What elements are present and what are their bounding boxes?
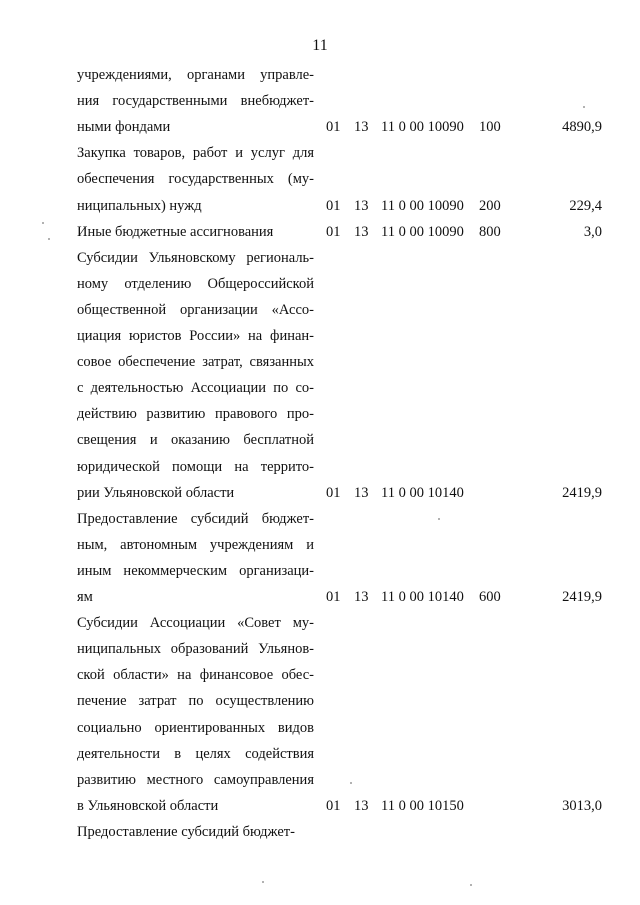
razdel-code: 01 bbox=[326, 223, 341, 240]
description-line: ния государственными внебюджет- bbox=[77, 93, 314, 110]
description-line: социально ориентированных видов bbox=[77, 719, 314, 736]
page-number: 11 bbox=[312, 37, 328, 54]
scan-speck bbox=[470, 884, 472, 886]
description-line: Субсидии Ульяновскому региональ- bbox=[77, 249, 314, 266]
description-line: развитию местного самоуправления bbox=[77, 771, 314, 788]
description-line: учреждениями, органами управле- bbox=[77, 67, 314, 83]
amount-value: 3013,0 bbox=[562, 797, 602, 814]
description-line: рии Ульяновской области bbox=[77, 484, 235, 501]
description-line: Предоставление субсидий бюджет- bbox=[77, 823, 295, 840]
amount-value: 3,0 bbox=[583, 223, 602, 240]
podrazdel-code: 13 bbox=[354, 589, 369, 605]
razdel-code: 01 bbox=[326, 119, 341, 136]
amount-value: 2419,9 bbox=[562, 484, 602, 501]
description-line: свещения и оказанию бесплатной bbox=[77, 432, 314, 449]
amount-value: 2419,9 bbox=[562, 589, 602, 605]
description-line: совое обеспечение затрат, связанных bbox=[77, 354, 314, 371]
scan-speck bbox=[438, 518, 440, 520]
razdel-code: 01 bbox=[326, 589, 341, 605]
razdel-code: 01 bbox=[326, 797, 341, 814]
description-line: печение затрат по осуществлению bbox=[77, 693, 314, 710]
scan-speck bbox=[48, 238, 50, 240]
target-article-code: 11 0 00 10090 bbox=[381, 223, 464, 240]
description-line: ному отделению Общероссийской bbox=[77, 275, 314, 292]
description-line: Закупка товаров, работ и услуг для bbox=[77, 145, 314, 162]
expense-type-code: 200 bbox=[479, 197, 501, 214]
expense-type-code: 100 bbox=[479, 119, 501, 136]
description-line: действию развитию правового про- bbox=[77, 406, 314, 423]
description-line: общественной организации «Ассо- bbox=[77, 301, 314, 318]
scan-speck bbox=[262, 881, 264, 883]
expense-type-code: 800 bbox=[479, 223, 501, 240]
target-article-code: 11 0 00 10150 bbox=[381, 797, 464, 814]
scan-speck bbox=[42, 222, 44, 224]
amount-value: 229,4 bbox=[569, 197, 602, 214]
target-article-code: 11 0 00 10140 bbox=[381, 484, 464, 501]
razdel-code: 01 bbox=[326, 197, 341, 214]
description-line: ным, автономным учреждениям и bbox=[77, 536, 314, 553]
amount-value: 4890,9 bbox=[562, 119, 602, 136]
description-line: обеспечения государственных (му- bbox=[77, 171, 314, 188]
expense-type-code: 600 bbox=[479, 589, 501, 605]
scan-speck bbox=[583, 106, 585, 108]
description-line: Иные бюджетные ассигнования bbox=[77, 223, 274, 240]
description-line: ям bbox=[77, 589, 93, 605]
description-line: Предоставление субсидий бюджет- bbox=[77, 510, 314, 527]
target-article-code: 11 0 00 10090 bbox=[381, 197, 464, 214]
description-line: ниципальных образований Ульянов- bbox=[77, 641, 314, 658]
podrazdel-code: 13 bbox=[354, 484, 369, 501]
description-line: деятельности в целях содействия bbox=[77, 745, 314, 762]
target-article-code: 11 0 00 10140 bbox=[381, 589, 464, 605]
podrazdel-code: 13 bbox=[354, 797, 369, 814]
description-line: Субсидии Ассоциации «Совет му- bbox=[77, 615, 314, 632]
razdel-code: 01 bbox=[326, 484, 341, 501]
description-line: юридической помощи на террито- bbox=[77, 458, 314, 475]
podrazdel-code: 13 bbox=[354, 119, 369, 136]
target-article-code: 11 0 00 10090 bbox=[381, 119, 464, 136]
podrazdel-code: 13 bbox=[354, 197, 369, 214]
description-line: циация юристов России» на финан- bbox=[77, 328, 314, 344]
description-line: ными фондами bbox=[77, 119, 171, 136]
podrazdel-code: 13 bbox=[354, 223, 369, 240]
description-line: в Ульяновской области bbox=[77, 797, 219, 814]
description-line: иным некоммерческим организаци- bbox=[77, 562, 314, 579]
description-line: с деятельностью Ассоциации по со- bbox=[77, 380, 314, 397]
scan-speck bbox=[350, 782, 352, 784]
description-line: ниципальных) нужд bbox=[77, 197, 202, 214]
description-line: ской области» на финансовое обес- bbox=[77, 667, 314, 684]
